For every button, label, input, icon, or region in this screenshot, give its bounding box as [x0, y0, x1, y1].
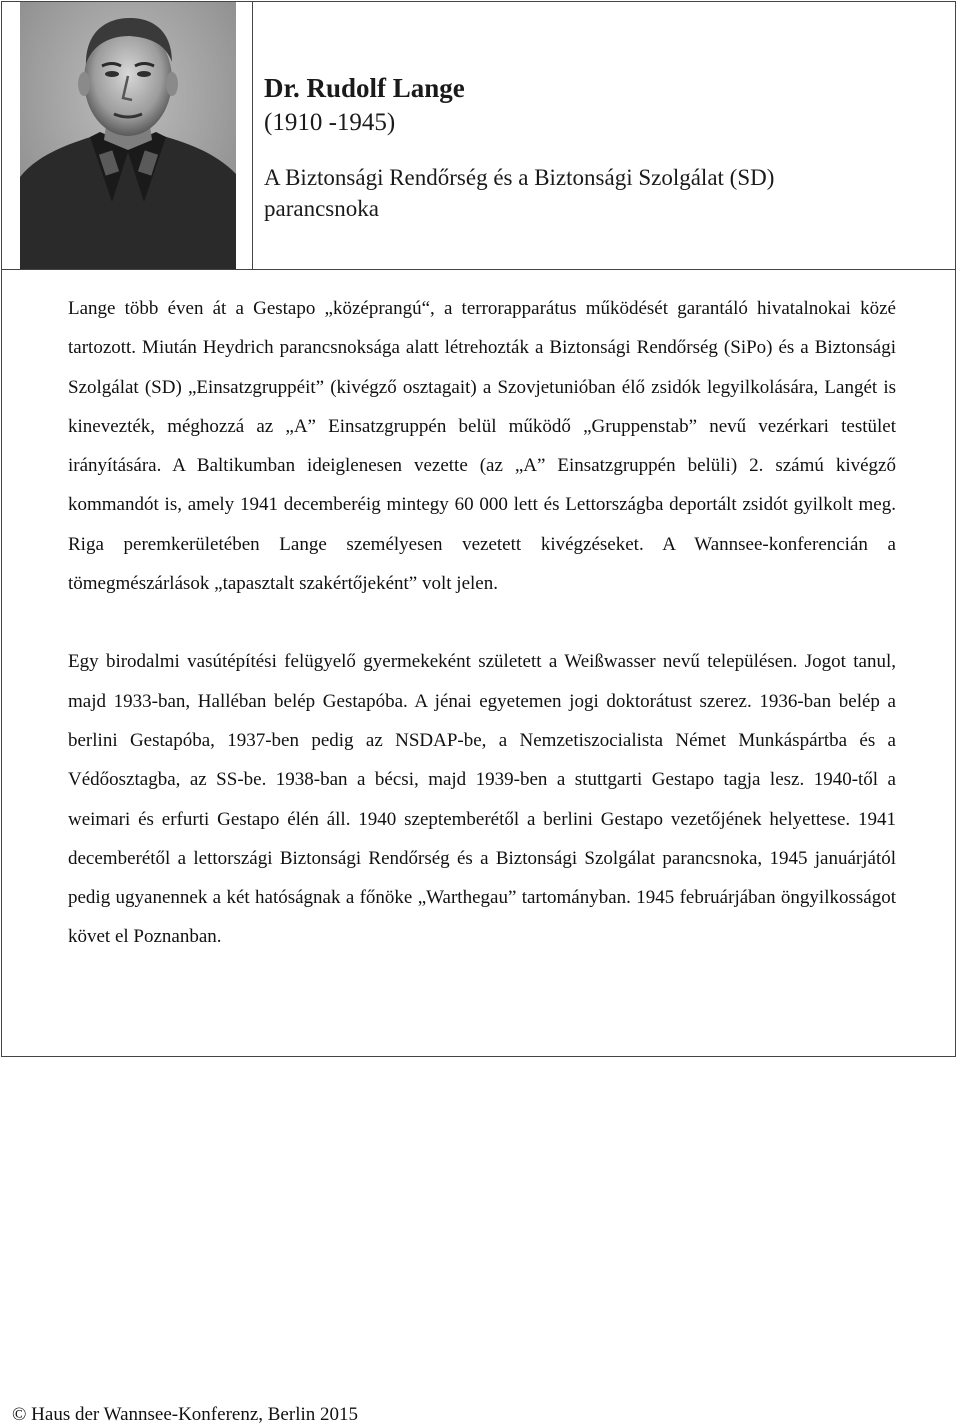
biography-text [68, 289, 896, 957]
person-name: Dr. Rudolf Lange [264, 73, 465, 103]
header-row [2, 2, 955, 270]
paragraph-biography: Egy birodalmi vasútépítési felügyelő gyermekeként született a Weißwasser nevű településen. Jogot tanul, majd 1933-ban, Halléban belép Gestapóba. A jénai egyetemen jogi doktorátust szerez. 1936-ban belép a berlini Gestapóba, 1937-ben pedig az NSDAP-be, a Nemzetiszocialista Német Munkáspártba és a Védőosztagba, az SS-be. 1938-ban a bécsi, majd 1939-ben a stuttgarti Gestapo tagja lesz. 1940-től a weimari és erfurti Gestapo élén áll. 1940 szeptemberétől a berlini Gestapo vezetőjének helyettese. 1941 decemberétől a lettországi Biztonsági Rendőrség és a Biztonsági Szolgálat parancsnoka, 1945 januárjától pedig ugyanennek a két hatóságnak a főnöke „Warthegau” tartományban. 1945 februárjában öngyilkosságot követ el Poznanban. [68, 651, 896, 948]
copyright-footer: © Haus der Wannsee-Konferenz, Berlin 2015 [12, 1404, 358, 1425]
document-frame [1, 1, 956, 1057]
paragraph-role: Lange több éven át a Gestapo „középrangú“, a terrorapparátus működését garantáló hivatalnokai közé tartozott. Miután Heydrich parancsnoksága alatt létrehozták a Biztonsági Rendőrség (SiPo) és a Biztonsági Szolgálat (SD) „Einsatzgruppéit” (kivégző osztagait) a Szovjetunióban élő zsidók legyilkolására, Langét is kinevezték, méghozzá az „A” Einsatzgruppén belül működő „Gruppenstab” nevű vezérkari testület irányítására. A Baltikumban ideiglenesen vezette (az „A” Einsatzgruppén belüli) 2. számú kivégző kommandót is, amely 1941 decemberéig mintegy 60 000 lett és Lettországba deportált zsidót gyilkolt meg. Riga peremkerületében Lange személyesen vezetett kivégzéseket. A Wannsee-konferencián a tömegmészárlások „tapasztalt szakértőjeként” volt jelen. [68, 298, 896, 595]
person-role: A Biztonsági Rendőrség és a Biztonsági Szolgálat (SD) parancsnoka [264, 165, 775, 221]
photo-cell [2, 2, 253, 269]
portrait-photo [20, 2, 236, 269]
life-years: (1910 -1945) [264, 109, 396, 136]
title-block [264, 70, 944, 224]
